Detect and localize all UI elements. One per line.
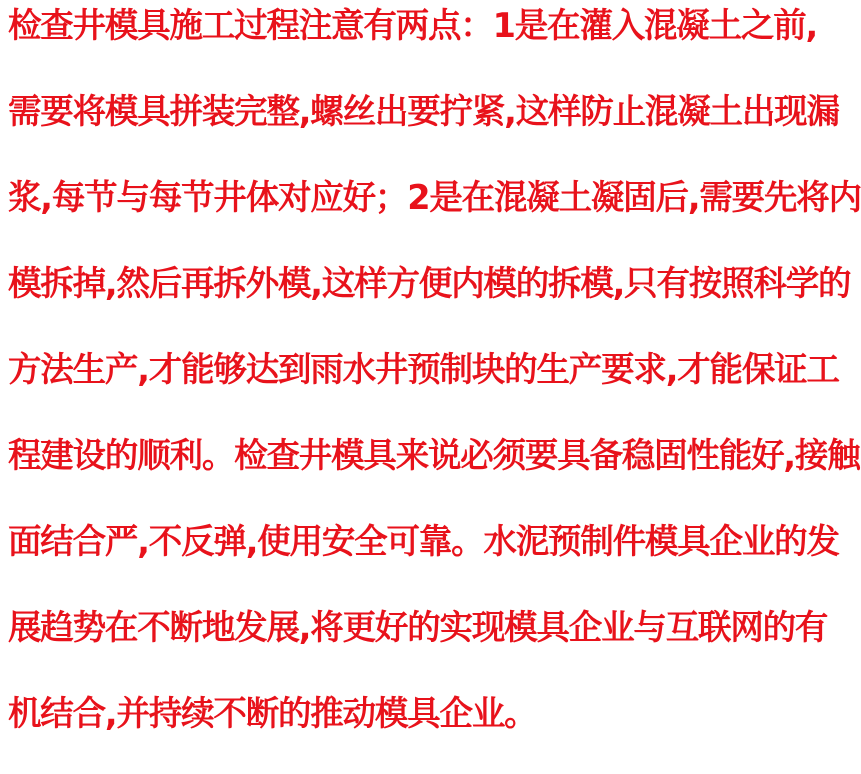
text-line-6: 程建设的顺利。检查井模具来说必须要具备稳固性能好,接触: [8, 436, 860, 476]
text-line-4: 模拆掉,然后再拆外模,这样方便内模的拆模,只有按照科学的: [8, 264, 851, 304]
text-line-2: 需要将模具拼装完整,螺丝出要拧紧,这样防止混凝土出现漏: [8, 92, 839, 132]
text-line-9: 机结合,并持续不断的推动模具企业。: [8, 694, 537, 734]
text-line-5: 方法生产,才能够达到雨水井预制块的生产要求,才能保证工: [8, 350, 839, 390]
text-line-3: 浆,每节与每节井体对应好；2是在混凝土凝固后,需要先将内: [8, 178, 861, 218]
text-line-1: 检查井模具施工过程注意有两点：1是在灌入混凝土之前,: [8, 6, 818, 46]
text-line-7: 面结合严,不反弹,使用安全可靠。水泥预制件模具企业的发: [8, 522, 839, 562]
text-line-8: 展趋势在不断地发展,将更好的实现模具企业与互联网的有: [8, 608, 828, 648]
article-body: [8, 0, 861, 774]
